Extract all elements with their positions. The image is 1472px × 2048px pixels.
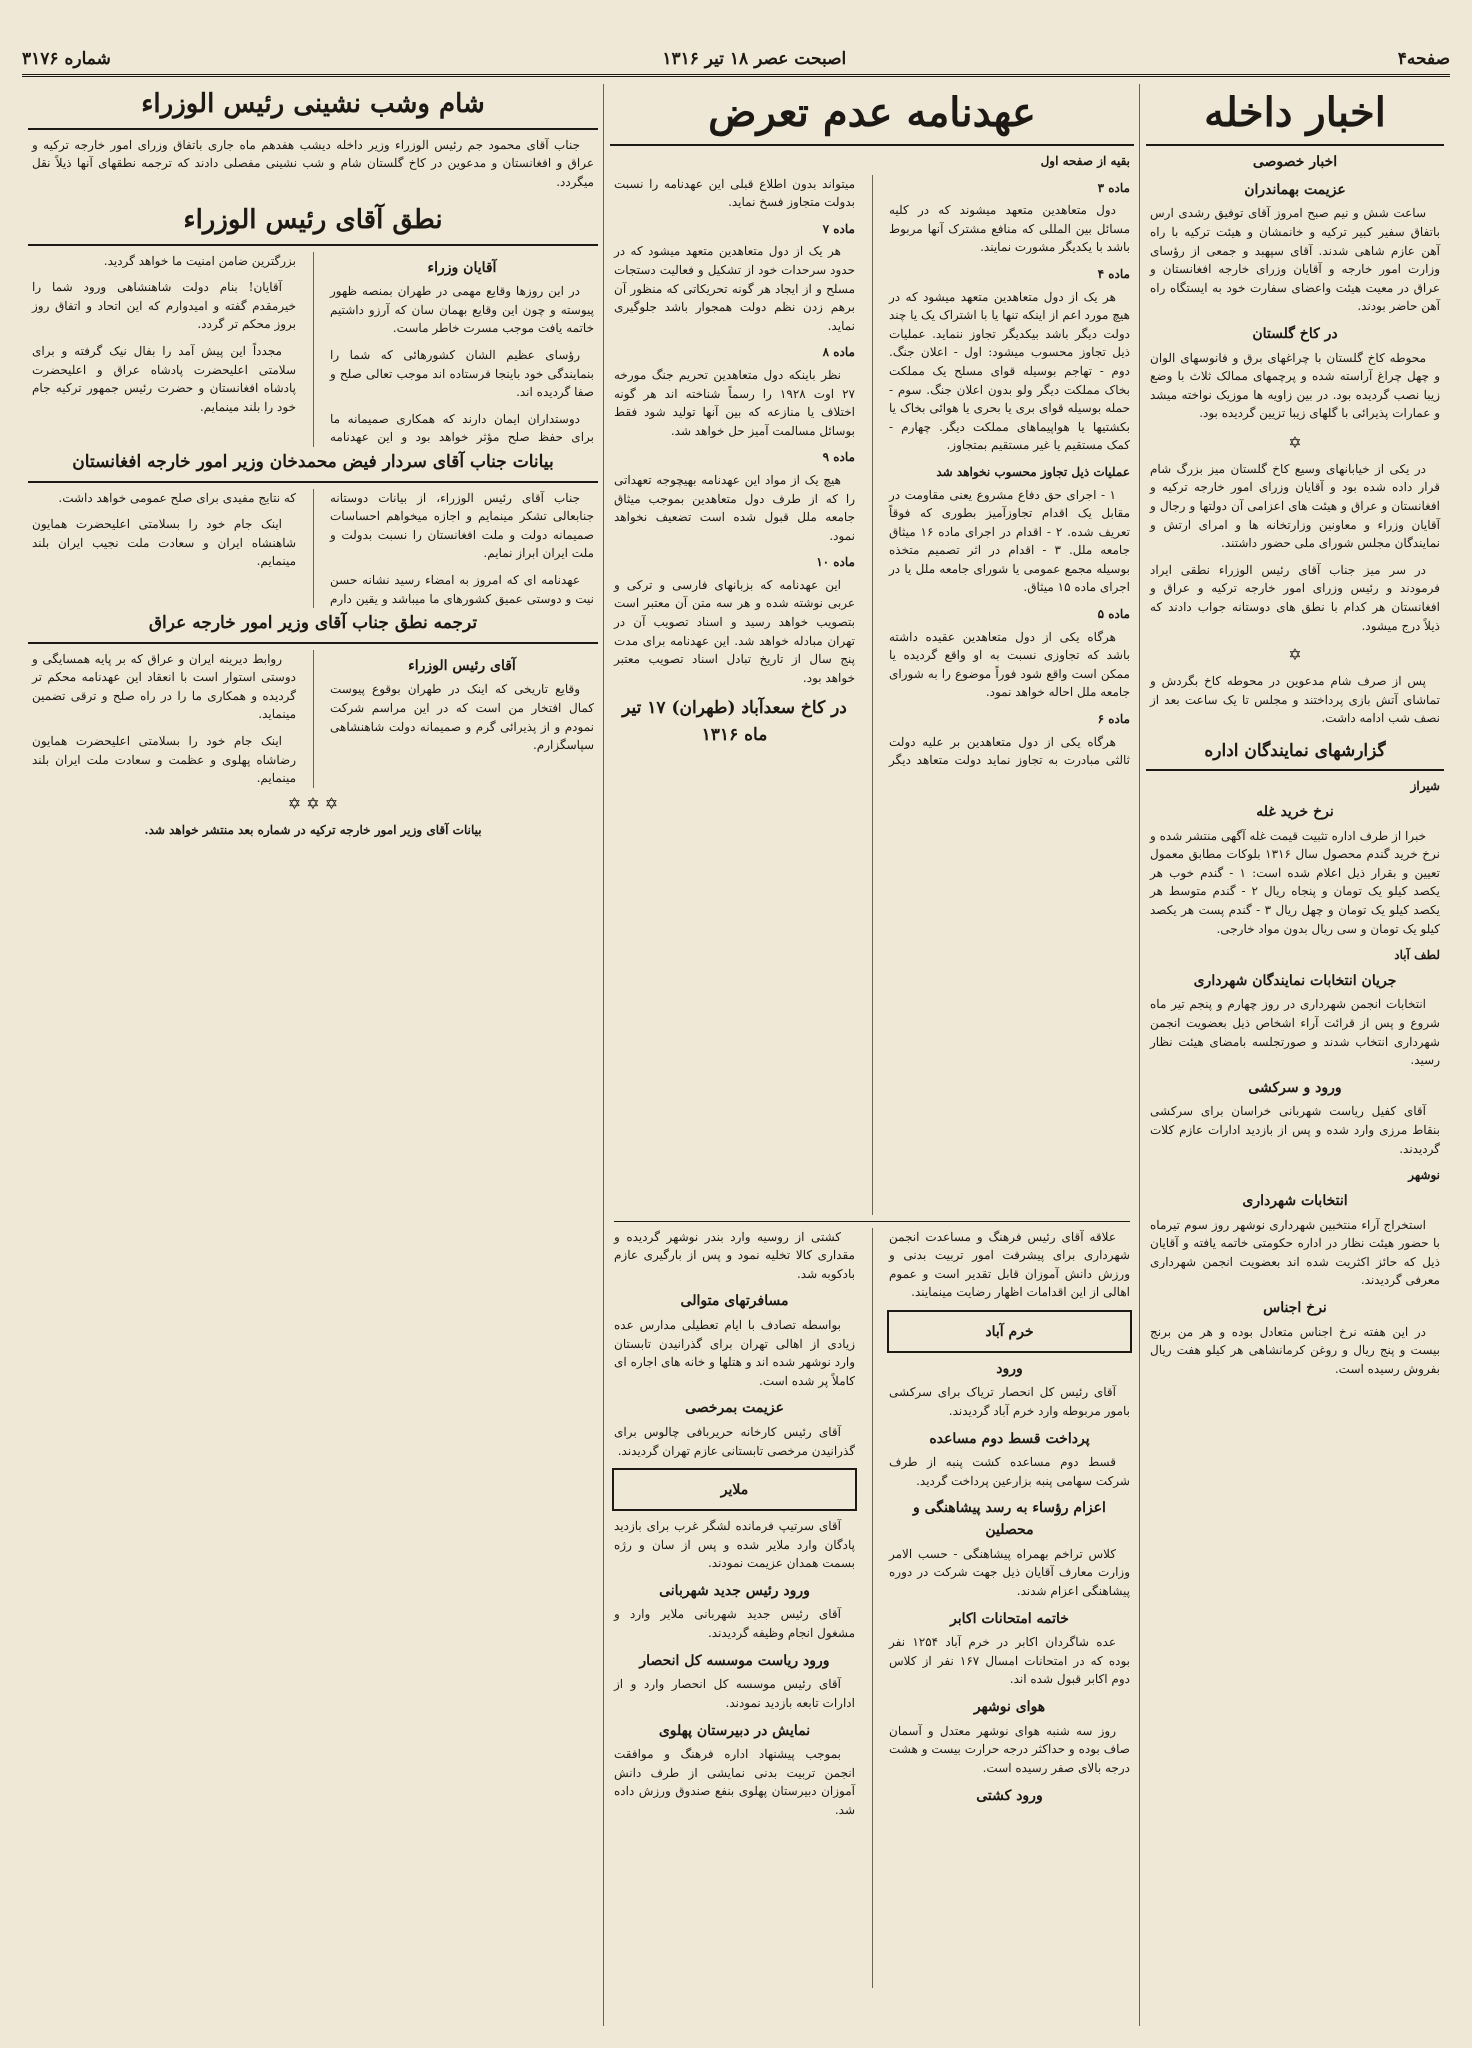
report-title: ورود کشتی bbox=[976, 1787, 1043, 1804]
section-divider bbox=[614, 1221, 1130, 1222]
domestic-news-headline: اخبار داخله bbox=[1146, 84, 1444, 146]
report-title: جریان انتخابات نمایندگان شهرداری bbox=[1193, 972, 1397, 989]
iraq-speech-block bbox=[22, 650, 604, 788]
report-title: ورود رئیس جدید شهربانی bbox=[659, 1582, 810, 1599]
report-text: آقای رئیس کل انحصار تریاک برای سرکشی بامور مربوطه وارد خرم آباد گردیدند. bbox=[889, 1385, 1130, 1418]
speech-paragraph: وقایع تاریخی که اینک در طهران بوقوع پیوست کمال افتخار من است که در این مراسم شرکت نمودم و از پذیرائی گرم و صمیمانه دولت شاهنشاهی سپاسگزارم. bbox=[330, 682, 594, 753]
news-item-title: عزیمت بهماندران bbox=[1244, 181, 1346, 198]
city-box bbox=[887, 1310, 1132, 1353]
star-ornament-icon: ✡ ✡ ✡ bbox=[287, 793, 339, 813]
report-title: هوای نوشهر bbox=[973, 1699, 1046, 1716]
report-text: آقای رئیس موسسه کل انحصار وارد و از ادارات تابعه بازدید نمودند. bbox=[614, 1677, 855, 1710]
treaty-text-block bbox=[604, 175, 1140, 1215]
article-text: نظر باینکه دول متعاهدین تحریم جنگ مورخه ۲۷ اوت ۱۹۲۸ را رسماً شناخته اند هر گونه اختلاف یا منازعه که بین آنها تولید شود فقط بوسائل مسالمت آمیز حل خواهد شد. bbox=[614, 367, 855, 438]
city-name: نوشهر bbox=[1408, 1168, 1440, 1183]
article-text: ۱ - اجرای حق دفاع مشروع یعنی مقاومت در مقابل یک اقدام تجاوزآمیز بطوری که فوقاً تعریف شده. ۲ - اقدام در اجرای ماده ۱۶ میثاق جامعه ملل. ۳ - اقدام در اثر تصمیم متخذه بوسیله مجمع عمومی یا شورای جامعه ملل یا در اجرای ماده ۱۵ میثاق. bbox=[889, 487, 1131, 595]
afghan-speech-headline: بیانات جناب آقای سردار فیض محمدخان وزیر امور خارجه افغانستان bbox=[28, 447, 598, 483]
treaty-signed-place-date: در کاخ سعدآباد (طهران) ۱۷ تیر ماه ۱۳۱۶ bbox=[622, 698, 847, 745]
speech-paragraph: جناب آقای رئیس الوزراء، از بیانات دوستانه جنابعالی تشکر مینمایم و اجازه میخواهم احساسات صمیمانه دولت و ملت افغانستان را نسبت بدولت و ملت ایران ابراز نمایم. bbox=[330, 490, 594, 561]
speech-salutation: آقایان وزراء bbox=[427, 259, 497, 276]
city-name: خرم آباد bbox=[985, 1323, 1034, 1340]
report-text: در این هفته نرخ اجناس متعادل بوده و هر من برنج بیست و پنج ریال و روغن کرمانشاهی هر کیلو هفت ریال بفروش رسیده است. bbox=[1150, 1324, 1440, 1376]
speech-paragraph: عهدنامه ای که امروز به امضاء رسید نشانه حسن نیت و دوستی عمیق کشورهای ما میباشد و یقین دارم که نتایج مفیدی برای صلح عمومی خواهد داشت. bbox=[58, 490, 594, 606]
private-news-heading: اخبار خصوصی bbox=[1252, 154, 1338, 170]
report-text: آقای رئیس کارخانه حریربافی چالوس برای گذرانیدن مرخصی تابستانی عازم تهران گردیدند. bbox=[614, 1425, 855, 1458]
report-text: کلاس تراخم بهمراه پیشاهنگی - حسب الامر وزارت معارف آقایان ذیل جهت شرکت در دوره پیشاهنگی اعزام شدند. bbox=[889, 1546, 1130, 1598]
speech-paragraph: مجدداً این پیش آمد را بفال نیک گرفته و برای سلامتی اعلیحضرت پادشاه عراق و اعلیحضرت پادشاه افغانستان و حضرت رئیس جمهور ترکیه جام خود را بلند مینمایم. bbox=[32, 343, 296, 414]
article-title: ماده ۸ bbox=[822, 345, 855, 360]
speech-paragraph: اینک جام خود را بسلامتی اعلیحضرت همایون رضاشاه پهلوی و عظمت و سعادت ملت ایران بلند مینمایم. bbox=[32, 734, 296, 786]
report-text: استخراج آراء منتخبین شهرداری نوشهر روز سوم تیرماه با حضور هیئت نظار در اداره حکومتی خاتمه یافته و آقایان ذیل که حائز اکثریت شده اند بعضویت انجمن شهرداری معرفی گردیدند. bbox=[1150, 1217, 1440, 1288]
news-item-text: ساعت شش و نیم صبح امروز آقای توفیق رشدی ارس باتفاق سفیر کبیر ترکیه و خانمشان و هیئت ترکیه با راه آهن عازم شاهی شدند. آقای سپهبد و جمعی از رؤسای وزارت امور خارجه و آقایان وزرای خارجه افغانستان و عراق در معیت هیئت واعضای سفارت خود به ایستگاه راه آهن حاضر بودند. bbox=[1150, 206, 1440, 314]
city-name: ملایر bbox=[720, 1482, 749, 1499]
speech-paragraph: اینک جام خود را بسلامتی اعلیحضرت همایون شاهنشاه ایران و سعادت ملت نجیب ایران بلند مینمایم. bbox=[32, 517, 296, 569]
speech-salutation: آقای رئیس الوزراء bbox=[408, 657, 516, 674]
report-title: عزیمت بمرخصی bbox=[685, 1400, 784, 1417]
article-text: این عهدنامه که بزبانهای فارسی و ترکی و عربی نوشته شده و هر سه متن آن معتبر است بتصویب خواهد رسید و اسناد تصویب آن در تهران مبادله خواهد شد. این عهدنامه برای مدت پنج سال از تاریخ تبادل اسناد تصویب معتبر خواهد بود. bbox=[614, 577, 855, 685]
iraq-speech-headline: ترجمه نطق جناب آقای وزیر امور خارجه عراق bbox=[28, 608, 598, 644]
treaty-headline: عهدنامه عدم تعرض bbox=[610, 84, 1134, 146]
footer-note: بیانات آقای وزیر امور خارجه ترکیه در شماره بعد منتشر خواهد شد. bbox=[144, 822, 482, 837]
report-text: انتخابات انجمن شهرداری در روز چهارم و پنجم تیر ماه شروع و پس از قرائت آراء اشخاص ذیل بعضویت انجمن شهرداری انتخاب شدند و صورتجلسه بامضای هیئت نظار رسید. bbox=[1150, 997, 1440, 1068]
news-item-text: در یکی از خیابانهای وسیع کاخ گلستان میز بزرگ شام قرار داده شده بود و آقایان وزرای امور خارجه ترکیه و افغانستان و عراق و هیئت های اعزامی آن دولتها و رجال و آقایان وزراء و معاونین وزارتخانه ها و امرای ارتش و نمایندگان مجلس شورای ملی حضور داشتند. bbox=[1150, 461, 1440, 551]
article-title: ماده ۳ bbox=[1097, 180, 1130, 195]
article-text: هر یک از دول متعاهدین متعهد میشود که در حدود سرحدات خود از تشکیل و فعالیت دستجات مسلح و از ایجاد هر گونه تحریکاتی که منظور آن برهم زدن نظم دولت همجوار باشد جلوگیری نماید. bbox=[614, 244, 855, 333]
report-text: کشتی از روسیه وارد بندر نوشهر گردیده و مقداری کالا تخلیه نمود و پس از بارگیری عازم بادکوبه شد. bbox=[614, 1229, 855, 1281]
dinner-headline: شام وشب نشینی رئیس الوزراء bbox=[28, 84, 598, 130]
report-title: نمایش در دبیرستان پهلوی bbox=[658, 1722, 811, 1739]
star-ornament-icon: ✡ bbox=[1288, 645, 1302, 665]
local-news-block bbox=[604, 1228, 1140, 1988]
pm-speech-headline: نطق آقای رئیس الوزراء bbox=[28, 200, 598, 246]
dinner-intro: جناب آقای محمود جم رئیس الوزراء وزیر داخله دیشب هفدهم ماه جاری باتفاق وزرای امور خارجه ترکیه و عراق و افغانستان و مدعوین در کاخ گلستان شام و شب نشینی مفصلی دادند که ترجمه نطقهای آنها ذیلاً نقل میگردد. bbox=[32, 137, 594, 190]
report-title: اعزام رؤساء به رسد پیشاهنگی و محصلین bbox=[913, 1500, 1106, 1539]
report-text: بواسطه تصادف با ایام تعطیلی مدارس عده زیادی از اهالی تهران برای گذرانیدن تابستان وارد نوشهر شده اند و هتلها و خانه های اجاره ای کاملاً پر شده است. bbox=[614, 1318, 855, 1388]
treaty-column bbox=[603, 84, 1140, 2026]
article-title: ماده ۱۰ bbox=[816, 555, 855, 570]
masthead bbox=[22, 44, 1450, 77]
speech-paragraph: در این روزها وقایع مهمی در طهران بمنصه ظهور پیوسته و چون این وقایع بهمان سان که آرزو داشتیم خاتمه یافت موجب مسرت خاطر ماست. bbox=[330, 284, 594, 336]
article-text: هرگاه یکی از دول متعاهدین عقیده داشته باشد که تجاوزی نسبت به او واقع گردیده یا ممکن است واقع شود فوراً موضوع را به شورای جامعه ملل احاله خواهد نمود. bbox=[889, 629, 1130, 700]
pm-speech-block bbox=[22, 252, 604, 447]
report-text: قسط دوم مساعده کشت پنبه از طرف شرکت سهامی پنبه بزارعین پرداخت گردید. bbox=[889, 1455, 1130, 1488]
report-title: ورود ریاست موسسه کل انحصار bbox=[639, 1652, 830, 1669]
report-text: آقای کفیل ریاست شهربانی خراسان برای سرکشی بنقاط مرزی وارد شده و پس از بازدید ادارات عازم کلات گردیدند. bbox=[1150, 1104, 1440, 1156]
issue-date: اصبحت عصر ۱۸ تیر ۱۳۱۶ bbox=[662, 49, 847, 69]
city-name: شیراز bbox=[1410, 779, 1440, 794]
article-text: هر یک از دول متعاهدین متعهد میشود که در هیچ مورد اعم از اینکه تنها یا با اشتراک یک یا چند دولت دیگر باشد بیکدیگر تجاوز ننماید. عملیات ذیل تجاوز محسوب میشود: اول - اعلان جنگ. دوم - تهاجم بوسیله قوای مسلح یک مملکت بخاک مملکت دیگر ولو بدون اعلان جنگ. سوم - حمله بوسیله قوای بری یا بحری یا هوائی بخاک یا بکشتیها یا هواپیماهای مملکت دیگر. چهارم - کمک مستقیم یا غیر مستقیم بمتجاوز. bbox=[889, 289, 1130, 453]
report-text: خبرا از طرف اداره تثبیت قیمت غله آگهی منتشر شده و نرخ خرید گندم محصول سال ۱۳۱۶ بلوکات مطابق معمول تعیین و بقرار ذیل اعلام شده است: ۱ - گندم خوب هر یکصد کیلو یک تومان و پنجاه ریال ۲ - گندم متوسط هر یکصد کیلو یک تومان و چهل ریال ۳ - گندم پست هر یکصد کیلو یک تومان و سی ریال بدون مواد خارجی. bbox=[1150, 828, 1441, 936]
report-title: ورود و سرکشی bbox=[1248, 1079, 1342, 1096]
article-title: ماده ۷ bbox=[822, 221, 855, 236]
report-title: نرخ اجناس bbox=[1263, 1299, 1327, 1316]
article-text: هیچ یک از مواد این عهدنامه بهیچوجه تعهداتی را که از طرف دول متعاهدین بموجب میثاق جامعه ملل قبول شده است تضعیف نخواهد نمود. bbox=[614, 472, 855, 543]
report-text: بموجب پیشنهاد اداره فرهنگ و موافقت انجمن تربیت بدنی نمایشی از طرف دانش آموزان دبیرستان پهلوی بنفع صندوق ورزش داده شد. bbox=[614, 1747, 855, 1817]
reports-heading: گزارشهای نمایندگان اداره bbox=[1146, 736, 1444, 772]
article-title: عملیات ذیل تجاوز محسوب نخواهد شد bbox=[936, 464, 1130, 479]
article-title: ماده ۶ bbox=[1097, 712, 1130, 727]
report-text: روز سه شنبه هوای نوشهر معتدل و آسمان صاف بوده و حداکثر درجه حرارت بیست و هشت درجه بالای صفر رسیده است. bbox=[889, 1723, 1130, 1775]
news-item-text: محوطه کاخ گلستان با چراغهای برق و فانوسهای الوان و چهل چراغ آراسته شده و پرچمهای ممالک ثلاث با وضع زیبا نصب گردیده بود. در بین زاویه ها موزیک نواخته میشد و عمارات پذیرائی با گلهای زیبا تزیین گردیده بود. bbox=[1150, 350, 1440, 421]
issue-number: شماره ۳۱۷۶ bbox=[22, 49, 111, 69]
continued-label: بقیه از صفحه اول bbox=[1040, 154, 1130, 168]
report-title: ورود bbox=[996, 1360, 1023, 1377]
star-ornament-icon: ✡ bbox=[1288, 433, 1302, 452]
domestic-news-column bbox=[1139, 84, 1450, 2026]
report-title: مسافرتهای متوالی bbox=[680, 1293, 789, 1310]
report-text: علاقه آقای رئیس فرهنگ و مساعدت انجمن شهرداری برای پیشرفت امور تربیت بدنی و ورزش دانش آموزان قابل تقدیر است و عموم اهالی از این اقدامات اظهار رضایت مینمایند. bbox=[889, 1229, 1130, 1300]
news-item-text: پس از صرف شام مدعوین در محوطه کاخ بگردش و تماشای آتش بازی پرداختند و مجلس تا یک ساعت بعد از نصف شب ادامه داشت. bbox=[1150, 673, 1440, 726]
article-title: ماده ۴ bbox=[1097, 266, 1130, 281]
report-title: خاتمه امتحانات اکابر bbox=[950, 1610, 1069, 1627]
report-text: آقای رئیس جدید شهربانی ملایر وارد و مشغول انجام وظیفه گردیدند. bbox=[614, 1607, 855, 1641]
news-item-text: در سر میز جناب آقای رئیس الوزراء نطقی ایراد فرمودند و رئیس وزرای امور خارجه ترکیه و عراق و افغانستان هر کدام با نطق های دوستانه جواب دادند که ذیلاً درج میشود. bbox=[1150, 562, 1440, 633]
report-title: نرخ خرید غله bbox=[1256, 803, 1334, 820]
speech-paragraph: دوستداران ایمان دارند که همکاری صمیمانه ما برای حفظ صلح مؤثر خواهد بود و این عهدنامه بزرگترین ضامن امنیت ما خواهد گردید. bbox=[103, 253, 594, 445]
article-title: ماده ۹ bbox=[822, 450, 855, 465]
article-text: دول متعاهدین متعهد میشوند که در کلیه مسائل بین المللی که منافع مشترک آنها مربوط باشد با یکدیگر مشورت نمایند. bbox=[889, 203, 1130, 255]
report-title: پرداخت قسط دوم مساعده bbox=[929, 1430, 1090, 1447]
news-item-title: در کاخ گلستان bbox=[1252, 325, 1338, 342]
article-text: هرگاه یکی از دول متعاهدین بر علیه دولت ثالثی مبادرت به تجاوز نماید دولت متعاهد دیگر میتواند بدون اطلاع قبلی این عهدنامه را نسبت بدولت متجاوز فسخ نماید. bbox=[614, 176, 1130, 768]
report-text: آقای سرتیپ فرمانده لشگر غرب برای بازدید پادگان وارد ملایر شده و پس از سان و رژه بسمت همدان عزیمت نمودند. bbox=[614, 1519, 855, 1571]
page-number: صفحه۴ bbox=[1397, 49, 1450, 69]
city-name: لطف آباد bbox=[1394, 948, 1440, 963]
speech-paragraph: روابط دیرینه ایران و عراق که بر پایه همسایگی و دوستی استوار است با انعقاد این عهدنامه محکم تر گردیده و همکاری ما را در راه صلح و ترقی تضمین مینماید. bbox=[32, 651, 296, 722]
city-box bbox=[612, 1468, 857, 1511]
afghan-speech-block bbox=[22, 489, 604, 609]
speech-paragraph: آقایان! بنام دولت شاهنشاهی ورود شما را خیرمقدم گفته و امیدوارم که این اتحاد و اتفاق روز بروز محکم تر گردد. bbox=[32, 280, 296, 332]
article-title: ماده ۵ bbox=[1097, 607, 1130, 622]
dinner-speeches-column bbox=[22, 84, 604, 2026]
report-title: انتخابات شهرداری bbox=[1242, 1192, 1348, 1209]
report-text: عده شاگردان اکابر در خرم آباد ۱۲۵۴ نفر بوده که در امتحانات امسال ۱۶۷ نفر از کلاس دوم اکابر قبول شده اند. bbox=[889, 1635, 1130, 1687]
speech-paragraph: رؤسای عظیم الشان کشورهائی که شما را بنمایندگی خود باینجا فرستاده اند موجب تعالی صلح و صفا گردیده اند. bbox=[330, 348, 594, 400]
